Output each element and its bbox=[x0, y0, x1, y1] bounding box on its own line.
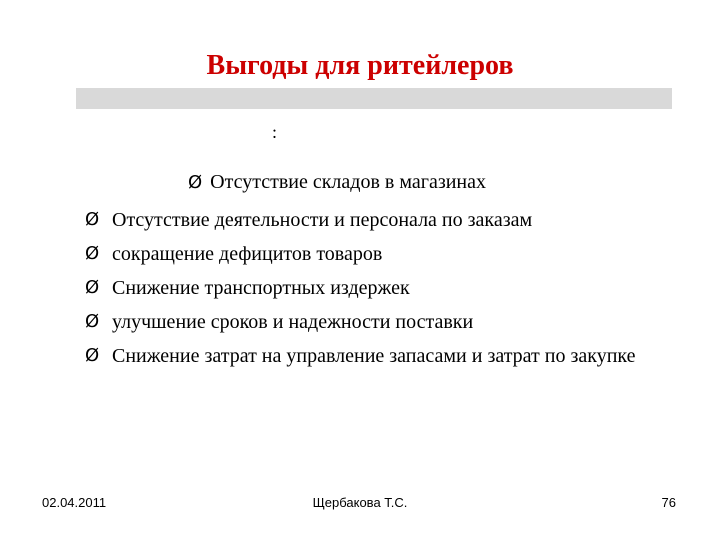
footer-author: Щербакова Т.С. bbox=[312, 495, 408, 510]
arrow-bullet-icon: Ø bbox=[85, 277, 100, 298]
page-number: 76 bbox=[661, 495, 676, 510]
bullet-text: сокращение дефицитов товаров bbox=[112, 243, 383, 265]
bullet-item bbox=[85, 339, 685, 373]
slide-title: Выгоды для ритейлеров bbox=[206, 50, 514, 81]
arrow-bullet-icon: Ø bbox=[85, 311, 100, 332]
bullet-text: Отсутствие складов в магазинах bbox=[210, 171, 487, 193]
bullet-item bbox=[188, 169, 486, 196]
title-underline-bar bbox=[76, 88, 672, 109]
arrow-bullet-icon: Ø bbox=[85, 243, 100, 264]
bullet-text: улучшение сроков и надежности поставки bbox=[112, 311, 474, 333]
arrow-bullet-icon: Ø bbox=[85, 209, 100, 230]
bullet-item bbox=[85, 305, 685, 339]
arrow-bullet-icon: Ø bbox=[188, 172, 203, 193]
bullet-text: Снижение затрат на управление запасами и затрат по закупке bbox=[112, 345, 636, 367]
footer-date: 02.04.2011 bbox=[42, 495, 107, 510]
bullet-text: Снижение транспортных издержек bbox=[112, 277, 410, 299]
bullet-item bbox=[85, 203, 685, 237]
bullet-item bbox=[85, 237, 685, 271]
bullet-list bbox=[85, 203, 685, 373]
bullet-item bbox=[85, 271, 685, 305]
colon-text: : bbox=[272, 122, 278, 142]
bullet-text: Отсутствие деятельности и персонала по заказам bbox=[112, 209, 533, 231]
arrow-bullet-icon: Ø bbox=[85, 345, 100, 366]
